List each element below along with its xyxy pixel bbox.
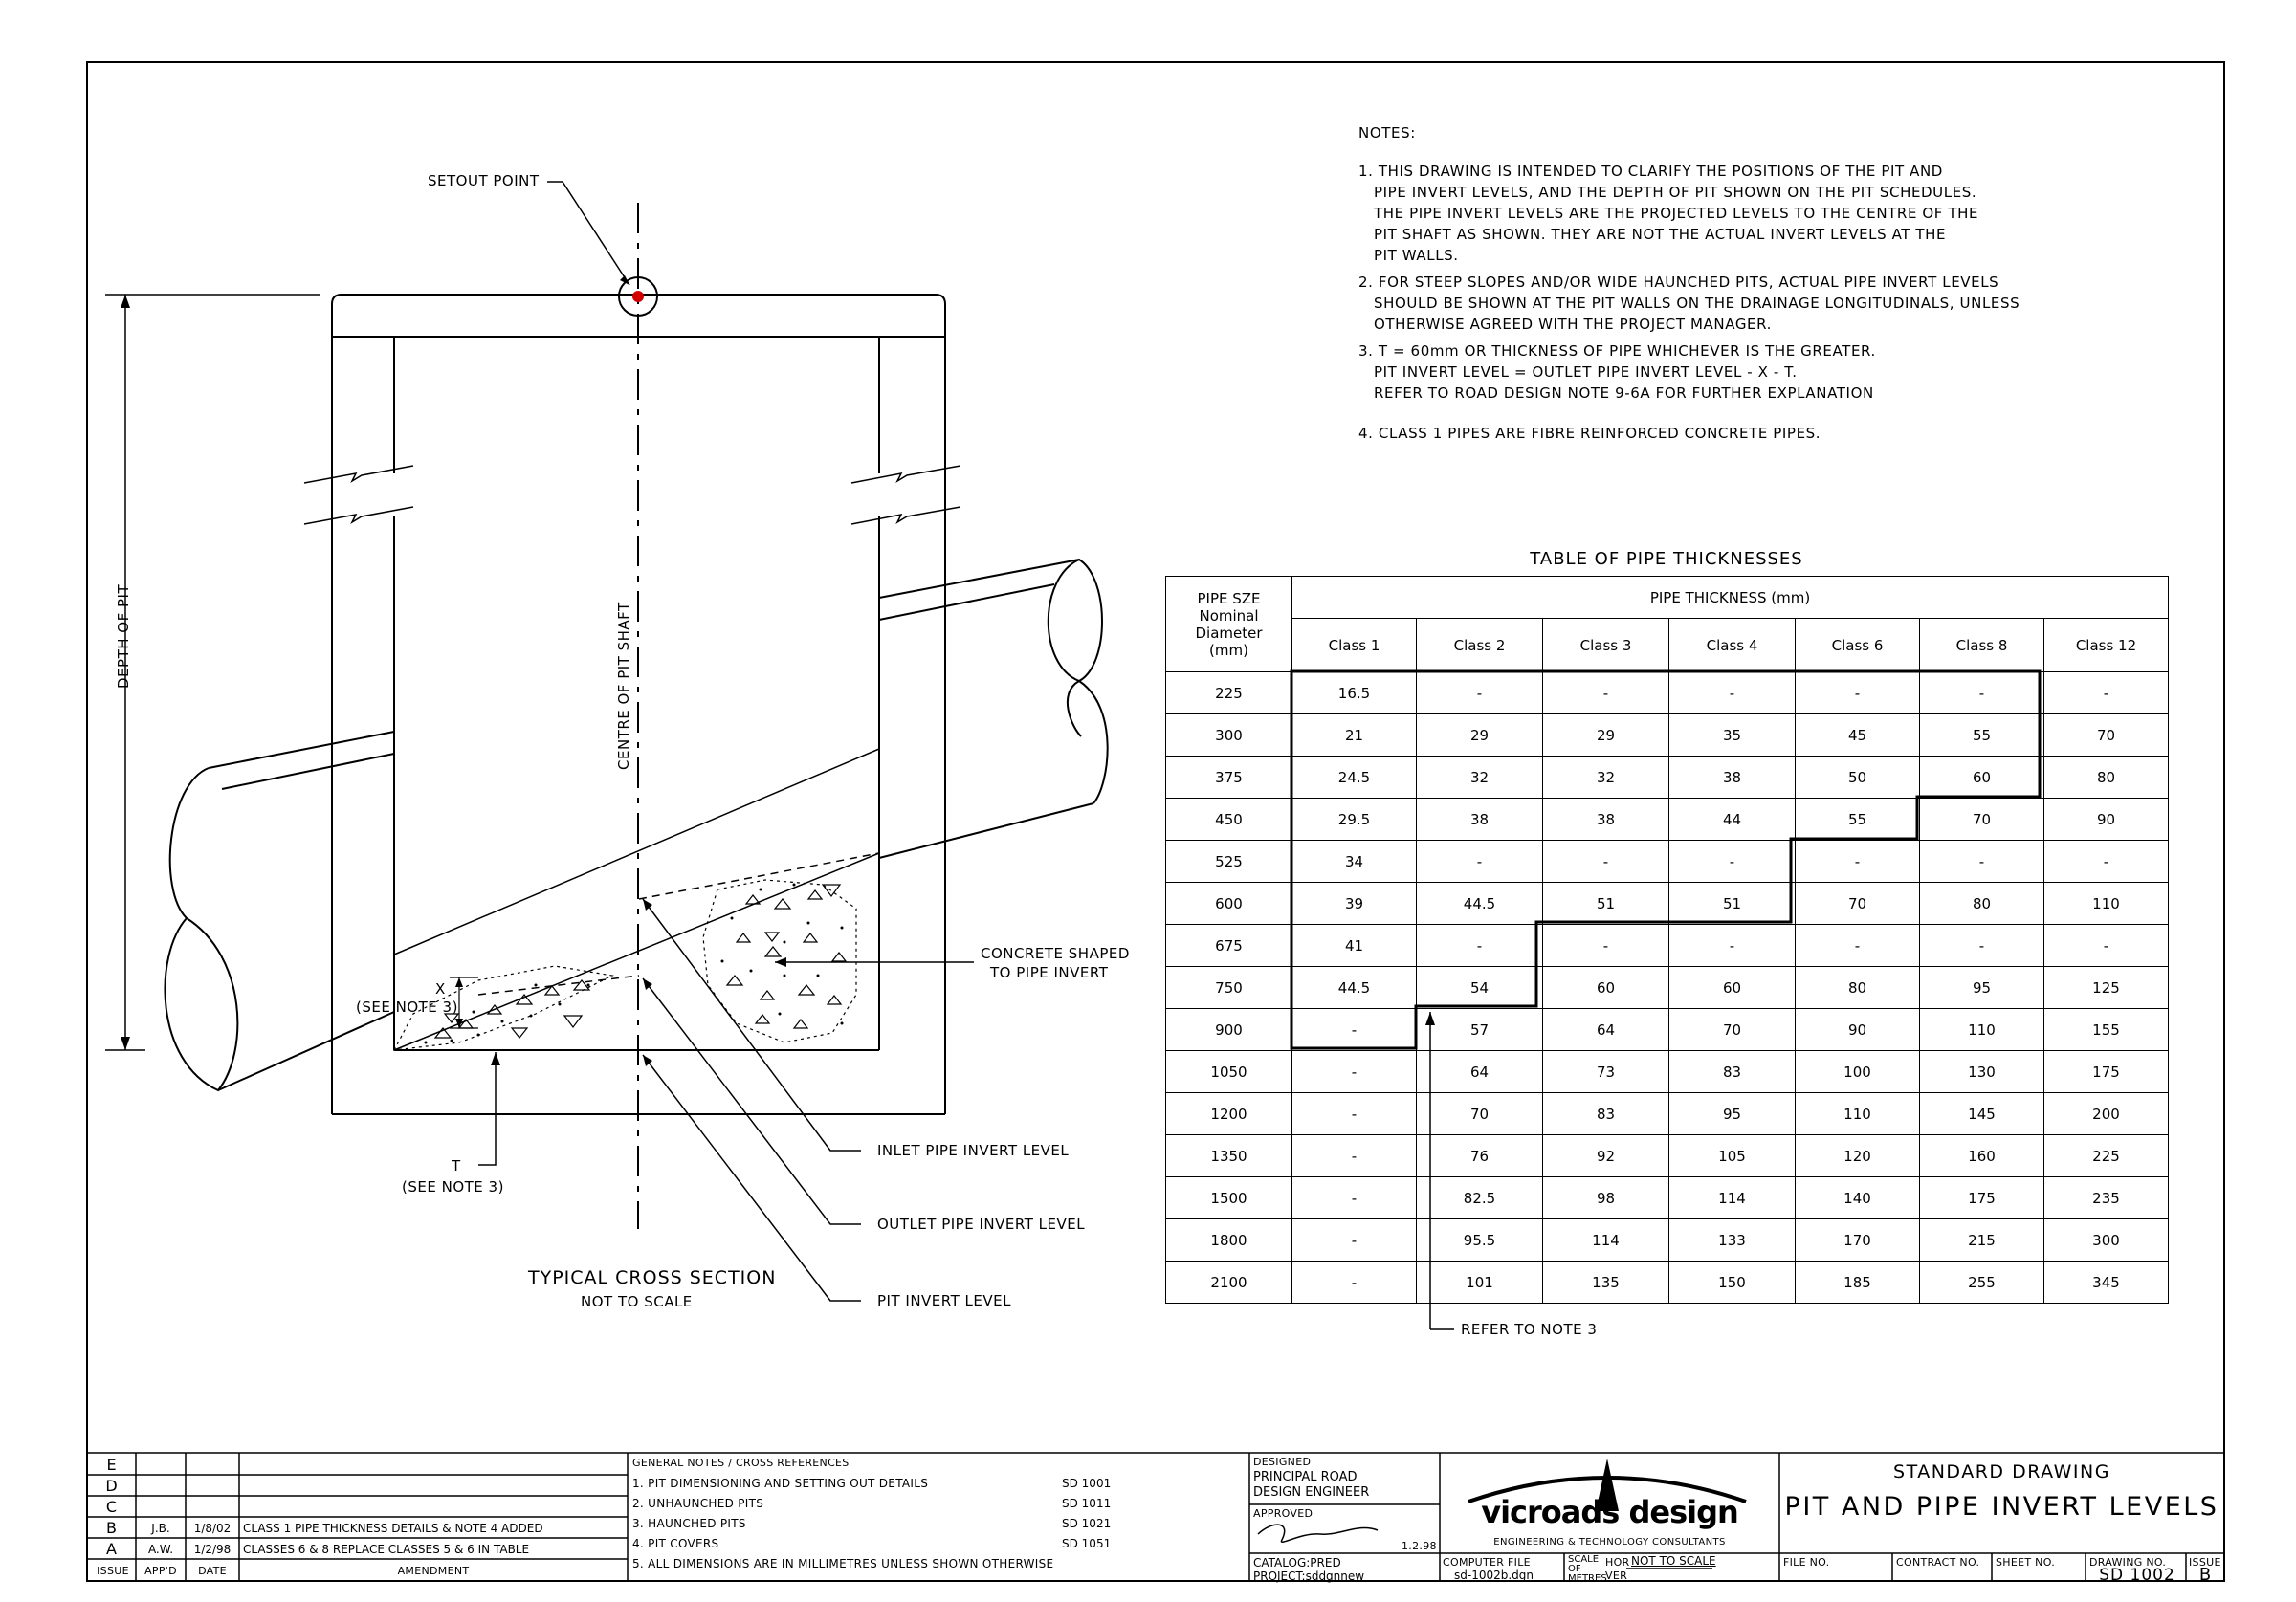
note-1-line-2: PIPE INVERT LEVELS, AND THE DEPTH OF PIT SHOWN ON THE PIT SCHEDULES. bbox=[1374, 184, 1977, 201]
amendment-issue-cell: C bbox=[105, 1498, 118, 1516]
pipe-size-cell: 525 bbox=[1166, 841, 1292, 883]
thickness-cell: 160 bbox=[1920, 1135, 2044, 1177]
thickness-cell: 98 bbox=[1543, 1177, 1669, 1219]
drawing-no-label: DRAWING NO. bbox=[2089, 1556, 2167, 1569]
thickness-cell: - bbox=[2044, 925, 2169, 967]
pipe-size-cell: 1200 bbox=[1166, 1093, 1292, 1135]
thickness-cell: 150 bbox=[1669, 1262, 1796, 1304]
thickness-cell: 38 bbox=[1669, 757, 1796, 799]
drawing-title: PIT AND PIPE INVERT LEVELS bbox=[1784, 1492, 2219, 1522]
thickness-cell: - bbox=[1292, 1219, 1417, 1262]
thickness-cell: 110 bbox=[1796, 1093, 1920, 1135]
pipe-size-cell: 2100 bbox=[1166, 1262, 1292, 1304]
contract-no-label: CONTRACT NO. bbox=[1896, 1556, 1980, 1569]
amendment-appd-cell: J.B. bbox=[151, 1522, 170, 1535]
thickness-cell: 235 bbox=[2044, 1177, 2169, 1219]
thickness-cell: 125 bbox=[2044, 967, 2169, 1009]
pipe-size-cell: 225 bbox=[1166, 672, 1292, 714]
appd-header: APP'D bbox=[144, 1565, 177, 1577]
pipe-size-cell: 675 bbox=[1166, 925, 1292, 967]
thickness-cell: 21 bbox=[1292, 714, 1417, 757]
pipe-size-cell: 375 bbox=[1166, 757, 1292, 799]
t-label: T bbox=[452, 1157, 461, 1174]
thickness-cell: 110 bbox=[1920, 1009, 2044, 1051]
thickness-cell: 215 bbox=[1920, 1219, 2044, 1262]
thickness-cell: 92 bbox=[1543, 1135, 1669, 1177]
amendment-amendment-cell: CLASS 1 PIPE THICKNESS DETAILS & NOTE 4 ADDED bbox=[243, 1522, 543, 1535]
general-notes-heading: GENERAL NOTES / CROSS REFERENCES bbox=[632, 1457, 850, 1469]
issue-value: B bbox=[2198, 1565, 2212, 1585]
note-4: 4. CLASS 1 PIPES ARE FIBRE REINFORCED CONCRETE PIPES. bbox=[1358, 425, 1821, 442]
thickness-cell: - bbox=[1920, 672, 2044, 714]
amendment-amendment-cell: CLASSES 6 & 8 REPLACE CLASSES 5 & 6 IN TABLE bbox=[243, 1543, 530, 1556]
thickness-cell: 83 bbox=[1669, 1051, 1796, 1093]
pipe-size-header: PIPE SZE Nominal Diameter (mm) bbox=[1166, 577, 1292, 672]
general-note-text: 1. PIT DIMENSIONING AND SETTING OUT DETAILS bbox=[632, 1477, 929, 1490]
thickness-cell: - bbox=[1292, 1177, 1417, 1219]
thickness-cell: 39 bbox=[1292, 883, 1417, 925]
thickness-cell: 80 bbox=[1920, 883, 2044, 925]
thickness-cell: 70 bbox=[1669, 1009, 1796, 1051]
class-header: Class 8 bbox=[1920, 619, 2044, 672]
note-1-line-3: THE PIPE INVERT LEVELS ARE THE PROJECTED LEVELS TO THE CENTRE OF THE bbox=[1374, 205, 1979, 222]
thickness-cell: 24.5 bbox=[1292, 757, 1417, 799]
approval-signature bbox=[1258, 1525, 1378, 1542]
thickness-cell: - bbox=[1920, 925, 2044, 967]
vicroads-logo-text: vicroads design bbox=[1481, 1494, 1738, 1530]
setout-point-label: SETOUT POINT bbox=[428, 172, 540, 189]
note-2-line-1: 2. FOR STEEP SLOPES AND/OR WIDE HAUNCHED PITS, ACTUAL PIPE INVERT LEVELS bbox=[1358, 274, 1999, 291]
class-header: Class 12 bbox=[2044, 619, 2169, 672]
date-header: DATE bbox=[198, 1565, 227, 1577]
section-title: TYPICAL CROSS SECTION bbox=[528, 1267, 777, 1288]
pit-invert-label: PIT INVERT LEVEL bbox=[877, 1292, 1011, 1309]
thickness-cell: - bbox=[1292, 1009, 1417, 1051]
file-no-label: FILE NO. bbox=[1783, 1556, 1830, 1569]
pipe-size-cell: 450 bbox=[1166, 799, 1292, 841]
general-note-ref: SD 1021 bbox=[1062, 1517, 1112, 1530]
thickness-cell: - bbox=[1796, 925, 1920, 967]
thickness-cell: 64 bbox=[1417, 1051, 1543, 1093]
thickness-cell: 51 bbox=[1669, 883, 1796, 925]
thickness-cell: 83 bbox=[1543, 1093, 1669, 1135]
thickness-cell: 70 bbox=[1796, 883, 1920, 925]
thickness-cell: 38 bbox=[1417, 799, 1543, 841]
thickness-cell: 200 bbox=[2044, 1093, 2169, 1135]
centre-of-pit-shaft-label: CENTRE OF PIT SHAFT bbox=[615, 602, 632, 770]
project-label: PROJECT:sddgnnew bbox=[1253, 1569, 1365, 1583]
class-header: Class 3 bbox=[1543, 619, 1669, 672]
pipe-size-cell: 1500 bbox=[1166, 1177, 1292, 1219]
thickness-cell: 133 bbox=[1669, 1219, 1796, 1262]
scale-value: NOT TO SCALE bbox=[1631, 1554, 1716, 1568]
approved-label: APPROVED bbox=[1253, 1507, 1314, 1520]
amendment-appd-cell: A.W. bbox=[147, 1543, 174, 1556]
note-1-line-4: PIT SHAFT AS SHOWN. THEY ARE NOT THE ACTUAL INVERT LEVELS AT THE bbox=[1374, 226, 1947, 243]
thickness-cell: - bbox=[1417, 925, 1543, 967]
thickness-cell: 32 bbox=[1543, 757, 1669, 799]
inlet-pipe-invert-label: INLET PIPE INVERT LEVEL bbox=[877, 1142, 1070, 1159]
thickness-cell: - bbox=[1669, 672, 1796, 714]
x-label: X bbox=[435, 980, 446, 998]
outlet-pipe-invert-label: OUTLET PIPE INVERT LEVEL bbox=[877, 1216, 1086, 1233]
thickness-cell: - bbox=[1417, 672, 1543, 714]
thickness-cell: 101 bbox=[1417, 1262, 1543, 1304]
thickness-cell: 80 bbox=[1796, 967, 1920, 1009]
designer-line-2: DESIGN ENGINEER bbox=[1253, 1485, 1370, 1500]
see-note-3-x-label: (SEE NOTE 3) bbox=[356, 999, 458, 1016]
pipe-size-cell: 750 bbox=[1166, 967, 1292, 1009]
depth-of-pit-label: DEPTH OF PIT bbox=[115, 583, 132, 689]
thickness-cell: 114 bbox=[1543, 1219, 1669, 1262]
amendment-header: AMENDMENT bbox=[397, 1565, 470, 1577]
pipe-size-cell: 1350 bbox=[1166, 1135, 1292, 1177]
approved-date: 1.2.98 bbox=[1402, 1540, 1437, 1552]
thickness-cell: 57 bbox=[1417, 1009, 1543, 1051]
thickness-cell: 90 bbox=[2044, 799, 2169, 841]
thickness-cell: 95 bbox=[1920, 967, 2044, 1009]
thickness-cell: 60 bbox=[1669, 967, 1796, 1009]
pipe-size-cell: 1800 bbox=[1166, 1219, 1292, 1262]
thickness-cell: 60 bbox=[1920, 757, 2044, 799]
pipe-size-cell: 300 bbox=[1166, 714, 1292, 757]
thickness-cell: 55 bbox=[1796, 799, 1920, 841]
amendment-issue-cell: A bbox=[106, 1540, 117, 1558]
thickness-cell: - bbox=[1543, 925, 1669, 967]
thickness-cell: - bbox=[1292, 1051, 1417, 1093]
amendment-issue-cell: B bbox=[106, 1519, 117, 1537]
thickness-cell: 34 bbox=[1292, 841, 1417, 883]
general-note-text: 3. HAUNCHED PITS bbox=[632, 1517, 746, 1530]
thickness-cell: 185 bbox=[1796, 1262, 1920, 1304]
amendment-issue-cell: E bbox=[106, 1456, 117, 1474]
class-header: Class 6 bbox=[1796, 619, 1920, 672]
thickness-cell: 73 bbox=[1543, 1051, 1669, 1093]
thickness-cell: 255 bbox=[1920, 1262, 2044, 1304]
thickness-cell: 44.5 bbox=[1292, 967, 1417, 1009]
thickness-cell: 16.5 bbox=[1292, 672, 1417, 714]
amendment-date-cell: 1/8/02 bbox=[193, 1522, 232, 1535]
hor-label: HOR bbox=[1605, 1556, 1630, 1569]
thickness-cell: 110 bbox=[2044, 883, 2169, 925]
thickness-cell: 225 bbox=[2044, 1135, 2169, 1177]
general-note-text: 5. ALL DIMENSIONS ARE IN MILLIMETRES UNLESS SHOWN OTHERWISE bbox=[632, 1557, 1054, 1570]
thickness-cell: 51 bbox=[1543, 883, 1669, 925]
class-header: Class 1 bbox=[1292, 619, 1417, 672]
thickness-cell: - bbox=[1669, 841, 1796, 883]
thickness-cell: - bbox=[1920, 841, 2044, 883]
thickness-cell: 29 bbox=[1543, 714, 1669, 757]
thickness-cell: 35 bbox=[1669, 714, 1796, 757]
thickness-cell: 60 bbox=[1543, 967, 1669, 1009]
thickness-cell: 135 bbox=[1543, 1262, 1669, 1304]
note-3-line-2: PIT INVERT LEVEL = OUTLET PIPE INVERT LEVEL - X - T. bbox=[1374, 363, 1798, 381]
general-note-ref: SD 1051 bbox=[1062, 1537, 1112, 1550]
thickness-cell: 345 bbox=[2044, 1262, 2169, 1304]
thickness-cell: - bbox=[1796, 672, 1920, 714]
thickness-cell: 300 bbox=[2044, 1219, 2169, 1262]
amendment-issue-cell: D bbox=[105, 1477, 118, 1495]
thickness-cell: 70 bbox=[1417, 1093, 1543, 1135]
note-3-line-3: REFER TO ROAD DESIGN NOTE 9-6A FOR FURTHER EXPLANATION bbox=[1374, 384, 1874, 402]
standard-drawing-label: STANDARD DRAWING bbox=[1893, 1461, 2110, 1482]
concrete-shaped-label-1: CONCRETE SHAPED bbox=[981, 945, 1130, 962]
thickness-cell: 64 bbox=[1543, 1009, 1669, 1051]
thickness-cell: - bbox=[2044, 672, 2169, 714]
vicroads-logo-subtitle: ENGINEERING & TECHNOLOGY CONSULTANTS bbox=[1493, 1537, 1726, 1547]
issue-header: ISSUE bbox=[97, 1565, 129, 1577]
pipe-size-cell: 1050 bbox=[1166, 1051, 1292, 1093]
note-2-line-2: SHOULD BE SHOWN AT THE PIT WALLS ON THE DRAINAGE LONGITUDINALS, UNLESS bbox=[1374, 295, 2020, 312]
computer-file-label: COMPUTER FILE bbox=[1443, 1556, 1531, 1569]
table-title: TABLE OF PIPE THICKNESSES bbox=[1530, 549, 1803, 569]
thickness-cell: 170 bbox=[1796, 1219, 1920, 1262]
scale-label: SCALE OF METRES bbox=[1568, 1554, 1607, 1584]
issue-label: ISSUE bbox=[2189, 1556, 2221, 1569]
class-header: Class 2 bbox=[1417, 619, 1543, 672]
general-note-text: 2. UNHAUNCHED PITS bbox=[632, 1497, 764, 1510]
computer-file-value: sd-1002b.dgn bbox=[1454, 1569, 1534, 1582]
thickness-cell: 41 bbox=[1292, 925, 1417, 967]
thickness-cell: - bbox=[1292, 1135, 1417, 1177]
ver-label: VER bbox=[1605, 1569, 1628, 1582]
thickness-cell: 50 bbox=[1796, 757, 1920, 799]
pipe-thickness-header: PIPE THICKNESS (mm) bbox=[1292, 577, 2169, 619]
pipe-size-cell: 600 bbox=[1166, 883, 1292, 925]
sheet-no-label: SHEET NO. bbox=[1996, 1556, 2056, 1569]
note-1-line-5: PIT WALLS. bbox=[1374, 247, 1459, 264]
thickness-cell: - bbox=[1543, 841, 1669, 883]
thickness-cell: 70 bbox=[1920, 799, 2044, 841]
concrete-shaped-label-2: TO PIPE INVERT bbox=[990, 964, 1109, 981]
thickness-cell: - bbox=[1543, 672, 1669, 714]
thickness-cell: 32 bbox=[1417, 757, 1543, 799]
thickness-cell: 155 bbox=[2044, 1009, 2169, 1051]
note-3-line-1: 3. T = 60mm OR THICKNESS OF PIPE WHICHEVER IS THE GREATER. bbox=[1358, 342, 1876, 360]
general-note-ref: SD 1011 bbox=[1062, 1497, 1112, 1510]
thickness-cell: 130 bbox=[1920, 1051, 2044, 1093]
thickness-cell: 45 bbox=[1796, 714, 1920, 757]
pipe-size-cell: 900 bbox=[1166, 1009, 1292, 1051]
thickness-cell: - bbox=[1796, 841, 1920, 883]
designed-label: DESIGNED bbox=[1253, 1456, 1312, 1468]
thickness-cell: - bbox=[1292, 1093, 1417, 1135]
amendment-date-cell: 1/2/98 bbox=[193, 1543, 232, 1556]
designer-line-1: PRINCIPAL ROAD bbox=[1253, 1470, 1358, 1484]
thickness-cell: 44 bbox=[1669, 799, 1796, 841]
thickness-cell: 120 bbox=[1796, 1135, 1920, 1177]
note-2-line-3: OTHERWISE AGREED WITH THE PROJECT MANAGER. bbox=[1374, 316, 1772, 333]
thickness-cell: 145 bbox=[1920, 1093, 2044, 1135]
thickness-cell: 29.5 bbox=[1292, 799, 1417, 841]
thickness-cell: 54 bbox=[1417, 967, 1543, 1009]
class-header: Class 4 bbox=[1669, 619, 1796, 672]
thickness-cell: 95.5 bbox=[1417, 1219, 1543, 1262]
thickness-cell: 100 bbox=[1796, 1051, 1920, 1093]
see-note-3-t-label: (SEE NOTE 3) bbox=[402, 1178, 504, 1196]
general-note-text: 4. PIT COVERS bbox=[632, 1537, 719, 1550]
refer-to-note-3-label: REFER TO NOTE 3 bbox=[1461, 1321, 1598, 1338]
thickness-cell: 76 bbox=[1417, 1135, 1543, 1177]
thickness-cell: 55 bbox=[1920, 714, 2044, 757]
thickness-cell: 175 bbox=[2044, 1051, 2169, 1093]
thickness-cell: 95 bbox=[1669, 1093, 1796, 1135]
thickness-cell: 82.5 bbox=[1417, 1177, 1543, 1219]
thickness-cell: - bbox=[2044, 841, 2169, 883]
thickness-cell: 140 bbox=[1796, 1177, 1920, 1219]
drawing-no-value: SD 1002 bbox=[2099, 1566, 2175, 1585]
thickness-cell: - bbox=[1292, 1262, 1417, 1304]
thickness-cell: - bbox=[1669, 925, 1796, 967]
note-1-line-1: 1. THIS DRAWING IS INTENDED TO CLARIFY THE POSITIONS OF THE PIT AND bbox=[1358, 163, 1943, 180]
thickness-cell: - bbox=[1417, 841, 1543, 883]
thickness-cell: 29 bbox=[1417, 714, 1543, 757]
notes-heading: NOTES: bbox=[1358, 124, 1416, 142]
general-note-ref: SD 1001 bbox=[1062, 1477, 1112, 1490]
thickness-cell: 70 bbox=[2044, 714, 2169, 757]
thickness-cell: 44.5 bbox=[1417, 883, 1543, 925]
thickness-cell: 114 bbox=[1669, 1177, 1796, 1219]
thickness-cell: 80 bbox=[2044, 757, 2169, 799]
thickness-cell: 105 bbox=[1669, 1135, 1796, 1177]
thickness-cell: 90 bbox=[1796, 1009, 1920, 1051]
catalog-label: CATALOG:PRED bbox=[1253, 1556, 1341, 1569]
thickness-cell: 38 bbox=[1543, 799, 1669, 841]
thickness-cell: 175 bbox=[1920, 1177, 2044, 1219]
section-subtitle: NOT TO SCALE bbox=[581, 1293, 693, 1310]
